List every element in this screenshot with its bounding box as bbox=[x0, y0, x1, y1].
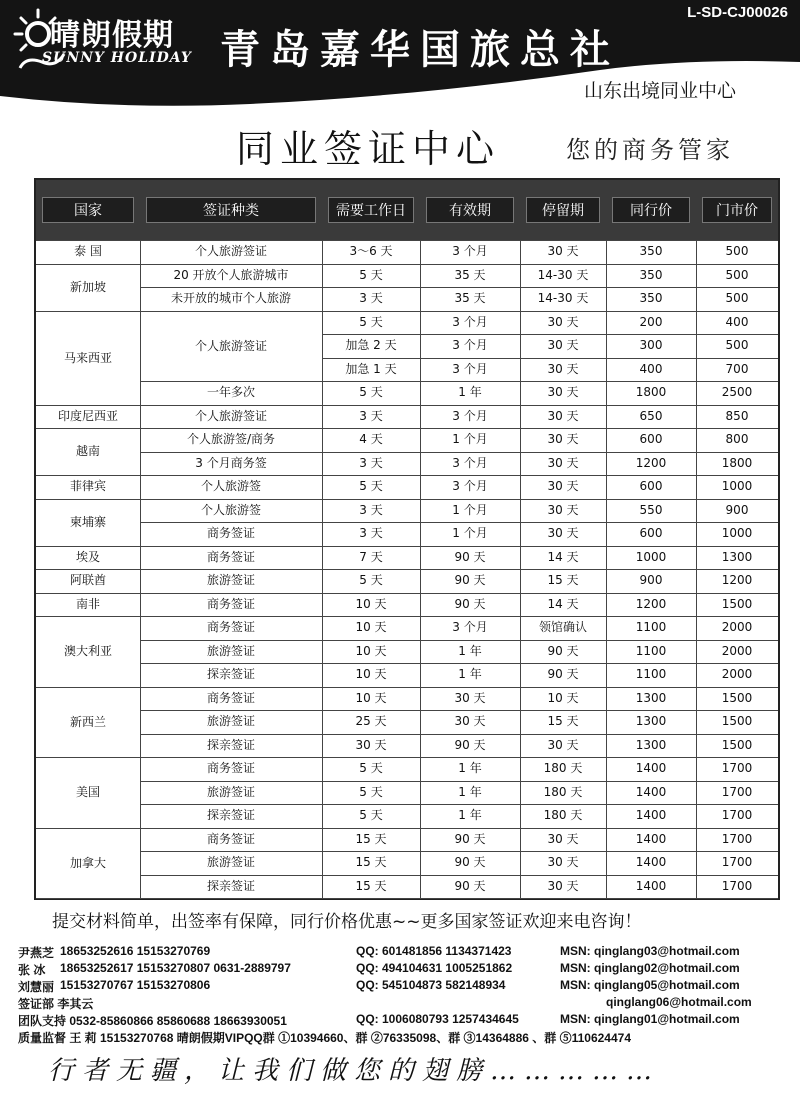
page-title: 同业签证中心 bbox=[236, 127, 501, 171]
processing-days-cell: 3 天 bbox=[359, 291, 383, 305]
stay-cell: 30 天 bbox=[547, 455, 579, 470]
visa-type-cell: 商务签证 bbox=[206, 526, 255, 540]
retail-price-cell: 500 bbox=[725, 244, 749, 258]
validity-cell: 30 天 bbox=[454, 714, 486, 728]
validity-cell: 1 年 bbox=[458, 667, 482, 681]
processing-days-cell: 10 天 bbox=[355, 690, 387, 705]
stay-cell: 30 天 bbox=[547, 338, 579, 352]
contact-msn: qinglang06@hotmail.com bbox=[606, 995, 752, 1009]
license-code: L-SD-CJ00026 bbox=[687, 4, 788, 21]
retail-price-cell: 1700 bbox=[721, 878, 753, 893]
agent-price-cell: 1100 bbox=[635, 667, 667, 681]
visa-type-cell: 商务签证 bbox=[206, 620, 255, 634]
visa-type-cell: 3 个月商务签 bbox=[195, 455, 267, 470]
validity-cell: 90 天 bbox=[454, 596, 486, 611]
validity-cell: 3 个月 bbox=[452, 338, 488, 352]
contact-name: 质量监督 王 莉 15153270768 晴朗假期VIPQQ群 ①10394660、群 ②76335098、群 ③14364886 、群 ⑤110624474 bbox=[18, 1031, 632, 1045]
contact-qq: QQ: 494104631 1005251862 bbox=[356, 961, 513, 975]
validity-cell: 3 个月 bbox=[452, 244, 488, 258]
validity-cell: 1 年 bbox=[458, 808, 482, 822]
agent-price-cell: 1400 bbox=[635, 761, 667, 775]
stay-cell: 10 天 bbox=[547, 690, 579, 705]
visa-type-cell: 旅游签证 bbox=[206, 855, 255, 869]
column-header: 停留期 bbox=[526, 197, 600, 223]
logo-chinese-name: 晴朗假期 bbox=[50, 18, 174, 53]
agent-price-cell: 600 bbox=[639, 526, 663, 540]
stay-cell: 30 天 bbox=[547, 737, 579, 752]
contact-msn: MSN: qinglang01@hotmail.com bbox=[560, 1012, 740, 1026]
column-header: 门市价 bbox=[702, 197, 772, 223]
contact-qq: QQ: 601481856 1134371423 bbox=[356, 944, 512, 958]
stay-cell: 30 天 bbox=[547, 878, 579, 893]
validity-cell: 90 天 bbox=[454, 878, 486, 893]
retail-price-cell: 1700 bbox=[721, 855, 753, 869]
retail-price-cell: 900 bbox=[725, 502, 749, 517]
contact-name: 张 冰 bbox=[18, 963, 46, 977]
contact-name: 团队支持 0532-85860866 85860688 18663930051 bbox=[18, 1014, 287, 1028]
processing-days-cell: 5 天 bbox=[359, 784, 383, 799]
stay-cell: 领馆确认 bbox=[538, 620, 587, 634]
contact-row bbox=[18, 961, 788, 977]
visa-type-cell: 旅游签证 bbox=[206, 784, 255, 799]
visa-type-cell: 个人旅游签 bbox=[200, 479, 261, 493]
agent-price-cell: 1400 bbox=[635, 878, 667, 893]
visa-price-table bbox=[34, 178, 780, 900]
validity-cell: 1 年 bbox=[458, 643, 482, 658]
country-cell: 越南 bbox=[75, 444, 100, 458]
agent-price-cell: 200 bbox=[639, 314, 663, 329]
agent-price-cell: 650 bbox=[639, 408, 663, 423]
stay-cell: 180 天 bbox=[543, 808, 583, 822]
country-cell: 加拿大 bbox=[69, 855, 106, 870]
validity-cell: 1 年 bbox=[458, 784, 482, 799]
department-name: 山东出境同业中心 bbox=[584, 80, 737, 102]
validity-cell: 1 个月 bbox=[452, 526, 488, 540]
stay-cell: 30 天 bbox=[547, 831, 579, 846]
contact-msn: MSN: qinglang03@hotmail.com bbox=[560, 944, 740, 958]
agent-price-cell: 1400 bbox=[635, 784, 667, 799]
contact-name: 尹燕芝 bbox=[18, 946, 55, 960]
logo bbox=[12, 6, 202, 82]
processing-days-cell: 10 天 bbox=[355, 667, 387, 681]
agent-price-cell: 1300 bbox=[635, 690, 667, 705]
stay-cell: 30 天 bbox=[547, 479, 579, 493]
validity-cell: 3 个月 bbox=[452, 408, 488, 423]
stay-cell: 30 天 bbox=[547, 432, 579, 446]
agent-price-cell: 1000 bbox=[635, 549, 667, 564]
processing-days-cell: 15 天 bbox=[355, 831, 387, 846]
validity-cell: 90 天 bbox=[454, 831, 486, 846]
validity-cell: 3 个月 bbox=[452, 620, 488, 634]
retail-price-cell: 1300 bbox=[721, 549, 753, 564]
retail-price-cell: 1800 bbox=[721, 455, 753, 470]
retail-price-cell: 1200 bbox=[721, 573, 753, 587]
retail-price-cell: 1500 bbox=[721, 714, 753, 728]
processing-days-cell: 3 天 bbox=[359, 408, 383, 423]
processing-days-cell: 5 天 bbox=[359, 761, 383, 775]
agent-price-cell: 1800 bbox=[635, 385, 667, 399]
retail-price-cell: 1000 bbox=[721, 479, 753, 493]
stay-cell: 30 天 bbox=[547, 314, 579, 329]
agent-price-cell: 350 bbox=[639, 291, 663, 305]
visa-type-cell: 旅游签证 bbox=[206, 573, 255, 587]
column-header: 国家 bbox=[42, 197, 134, 223]
country-cell: 马来西亚 bbox=[63, 350, 112, 365]
visa-type-cell: 商务签证 bbox=[206, 596, 255, 611]
contact-qq: QQ: 1006080793 1257434645 bbox=[356, 1012, 519, 1026]
column-header: 签证种类 bbox=[146, 197, 316, 223]
agent-price-cell: 1400 bbox=[635, 855, 667, 869]
retail-price-cell: 500 bbox=[725, 291, 749, 305]
column-header: 有效期 bbox=[426, 197, 514, 223]
processing-days-cell: 15 天 bbox=[355, 855, 387, 869]
retail-price-cell: 700 bbox=[725, 361, 749, 376]
contact-phone: 18653252617 15153270807 0631-2889797 bbox=[60, 961, 291, 975]
visa-type-cell: 个人旅游签 bbox=[200, 502, 261, 517]
country-cell: 菲律宾 bbox=[69, 479, 106, 493]
contact-msn: MSN: qinglang05@hotmail.com bbox=[560, 978, 740, 992]
retail-price-cell: 800 bbox=[725, 432, 749, 446]
contact-row bbox=[18, 944, 788, 960]
visa-type-cell: 商务签证 bbox=[206, 761, 255, 775]
agent-price-cell: 1200 bbox=[635, 455, 667, 470]
agent-price-cell: 350 bbox=[639, 244, 663, 258]
retail-price-cell: 1700 bbox=[721, 761, 753, 775]
contact-row bbox=[18, 1012, 788, 1028]
stay-cell: 14 天 bbox=[547, 596, 579, 611]
retail-price-cell: 1500 bbox=[721, 737, 753, 752]
validity-cell: 1 个月 bbox=[452, 432, 488, 446]
visa-type-cell: 20 开放个人旅游城市 bbox=[173, 267, 289, 282]
stay-cell: 30 天 bbox=[547, 244, 579, 258]
visa-type-cell: 未开放的城市个人旅游 bbox=[170, 291, 291, 305]
agent-price-cell: 600 bbox=[639, 479, 663, 493]
header-banner bbox=[0, 0, 800, 112]
processing-days-cell: 7 天 bbox=[359, 549, 383, 564]
validity-cell: 35 天 bbox=[454, 291, 486, 305]
agent-price-cell: 1400 bbox=[635, 831, 667, 846]
stay-cell: 180 天 bbox=[543, 784, 583, 799]
page-slogan: 您的商务管家 bbox=[566, 136, 734, 164]
stay-cell: 30 天 bbox=[547, 361, 579, 376]
visa-type-cell: 个人旅游签证 bbox=[194, 244, 267, 258]
retail-price-cell: 500 bbox=[725, 267, 749, 282]
visa-type-cell: 旅游签证 bbox=[206, 643, 255, 658]
bottom-slogan: 行者无疆，让我们做您的翅膀…………… bbox=[48, 1056, 661, 1086]
visa-type-cell: 探亲签证 bbox=[206, 878, 255, 893]
processing-days-cell: 3 天 bbox=[359, 526, 383, 540]
table-header bbox=[36, 180, 778, 240]
visa-type-cell: 旅游签证 bbox=[206, 714, 255, 728]
retail-price-cell: 2000 bbox=[721, 667, 753, 681]
contact-name: 签证部 李其云 bbox=[18, 997, 94, 1011]
agent-price-cell: 900 bbox=[639, 573, 663, 587]
contact-row bbox=[18, 1029, 788, 1045]
column-header: 需要工作日 bbox=[328, 197, 414, 223]
stay-cell: 90 天 bbox=[547, 667, 579, 681]
processing-days-cell: 3～6 天 bbox=[349, 244, 393, 258]
visa-type-cell: 个人旅游签证 bbox=[194, 338, 267, 353]
country-cell: 埃及 bbox=[75, 549, 100, 564]
retail-price-cell: 2500 bbox=[721, 385, 753, 399]
processing-days-cell: 3 天 bbox=[359, 502, 383, 517]
visa-type-cell: 个人旅游签/商务 bbox=[186, 432, 276, 446]
processing-days-cell: 5 天 bbox=[359, 385, 383, 399]
processing-days-cell: 加急 2 天 bbox=[345, 338, 397, 352]
stay-cell: 14 天 bbox=[547, 549, 579, 564]
processing-days-cell: 10 天 bbox=[355, 596, 387, 611]
agent-price-cell: 300 bbox=[639, 338, 663, 352]
retail-price-cell: 400 bbox=[725, 314, 749, 329]
country-cell: 印度尼西亚 bbox=[57, 408, 118, 423]
country-cell: 泰 国 bbox=[74, 244, 102, 258]
validity-cell: 90 天 bbox=[454, 737, 486, 752]
stay-cell: 90 天 bbox=[547, 643, 579, 658]
validity-cell: 1 年 bbox=[458, 761, 482, 775]
country-cell: 澳大利亚 bbox=[63, 644, 112, 658]
stay-cell: 15 天 bbox=[547, 714, 579, 728]
stay-cell: 30 天 bbox=[547, 385, 579, 399]
processing-days-cell: 5 天 bbox=[359, 573, 383, 587]
validity-cell: 30 天 bbox=[454, 690, 486, 705]
country-cell: 南非 bbox=[75, 596, 100, 611]
stay-cell: 14-30 天 bbox=[537, 291, 589, 305]
stay-cell: 30 天 bbox=[547, 502, 579, 517]
retail-price-cell: 1700 bbox=[721, 784, 753, 799]
visa-type-cell: 探亲签证 bbox=[206, 667, 255, 681]
validity-cell: 90 天 bbox=[454, 573, 486, 587]
contact-row bbox=[18, 995, 788, 1011]
processing-days-cell: 30 天 bbox=[355, 737, 387, 752]
retail-price-cell: 1700 bbox=[721, 808, 753, 822]
validity-cell: 1 个月 bbox=[452, 502, 488, 517]
validity-cell: 3 个月 bbox=[452, 314, 488, 329]
contact-name: 刘慧丽 bbox=[18, 980, 55, 994]
grid-line bbox=[36, 898, 778, 899]
agent-price-cell: 1400 bbox=[635, 808, 667, 822]
company-name: 青岛嘉华国旅总社 bbox=[220, 26, 620, 73]
agent-price-cell: 400 bbox=[639, 361, 663, 376]
processing-days-cell: 加急 1 天 bbox=[345, 361, 397, 376]
processing-days-cell: 5 天 bbox=[359, 479, 383, 493]
agent-price-cell: 1300 bbox=[635, 714, 667, 728]
agent-price-cell: 600 bbox=[639, 432, 663, 446]
validity-cell: 35 天 bbox=[454, 267, 486, 282]
column-header: 同行价 bbox=[612, 197, 690, 223]
footer-note: 提交材料简单，出签率有保障，同行价格优惠~~更多国家签证欢迎来电咨询！ bbox=[52, 912, 642, 932]
agent-price-cell: 350 bbox=[639, 267, 663, 282]
processing-days-cell: 5 天 bbox=[359, 314, 383, 329]
agent-price-cell: 1100 bbox=[635, 620, 667, 634]
visa-type-cell: 个人旅游签证 bbox=[194, 408, 267, 423]
contact-qq: QQ: 545104873 582148934 bbox=[356, 978, 506, 992]
agent-price-cell: 1100 bbox=[635, 643, 667, 658]
stay-cell: 180 天 bbox=[543, 761, 583, 775]
country-cell: 柬埔寨 bbox=[69, 514, 106, 529]
validity-cell: 90 天 bbox=[454, 855, 486, 869]
visa-type-cell: 商务签证 bbox=[206, 831, 255, 846]
visa-type-cell: 探亲签证 bbox=[206, 808, 255, 822]
logo-english-name: SUNNY HOLIDAY bbox=[42, 50, 192, 66]
retail-price-cell: 500 bbox=[725, 338, 749, 352]
contact-phone: 18653252616 15153270769 bbox=[60, 944, 211, 958]
visa-type-cell: 商务签证 bbox=[206, 690, 255, 705]
stay-cell: 30 天 bbox=[547, 855, 579, 869]
visa-type-cell: 商务签证 bbox=[206, 549, 255, 564]
stay-cell: 15 天 bbox=[547, 573, 579, 587]
contact-row bbox=[18, 978, 788, 994]
visa-type-cell: 探亲签证 bbox=[206, 737, 255, 752]
contact-msn: MSN: qinglang02@hotmail.com bbox=[560, 961, 740, 975]
stay-cell: 14-30 天 bbox=[537, 267, 589, 282]
processing-days-cell: 4 天 bbox=[359, 432, 383, 446]
processing-days-cell: 5 天 bbox=[359, 267, 383, 282]
country-cell: 美国 bbox=[75, 785, 100, 799]
processing-days-cell: 25 天 bbox=[355, 714, 387, 728]
processing-days-cell: 3 天 bbox=[359, 455, 383, 470]
validity-cell: 3 个月 bbox=[452, 479, 488, 493]
processing-days-cell: 10 天 bbox=[355, 620, 387, 634]
validity-cell: 1 年 bbox=[458, 385, 482, 399]
retail-price-cell: 1000 bbox=[721, 526, 753, 540]
retail-price-cell: 1700 bbox=[721, 831, 753, 846]
stay-cell: 30 天 bbox=[547, 408, 579, 423]
country-cell: 新西兰 bbox=[69, 714, 106, 729]
retail-price-cell: 1500 bbox=[721, 596, 753, 611]
stay-cell: 30 天 bbox=[547, 526, 579, 540]
retail-price-cell: 2000 bbox=[721, 620, 753, 634]
country-cell: 新加坡 bbox=[69, 279, 106, 294]
validity-cell: 3 个月 bbox=[452, 361, 488, 376]
retail-price-cell: 1500 bbox=[721, 690, 753, 705]
validity-cell: 3 个月 bbox=[452, 455, 488, 470]
country-cell: 阿联酋 bbox=[69, 573, 106, 587]
agent-price-cell: 550 bbox=[639, 502, 663, 517]
processing-days-cell: 15 天 bbox=[355, 878, 387, 893]
processing-days-cell: 5 天 bbox=[359, 808, 383, 822]
visa-type-cell: 一年多次 bbox=[206, 385, 255, 399]
contact-phone: 15153270767 15153270806 bbox=[60, 978, 211, 992]
agent-price-cell: 1300 bbox=[635, 737, 667, 752]
retail-price-cell: 850 bbox=[725, 408, 749, 423]
retail-price-cell: 2000 bbox=[721, 643, 753, 658]
agent-price-cell: 1200 bbox=[635, 596, 667, 611]
processing-days-cell: 10 天 bbox=[355, 643, 387, 658]
validity-cell: 90 天 bbox=[454, 549, 486, 564]
